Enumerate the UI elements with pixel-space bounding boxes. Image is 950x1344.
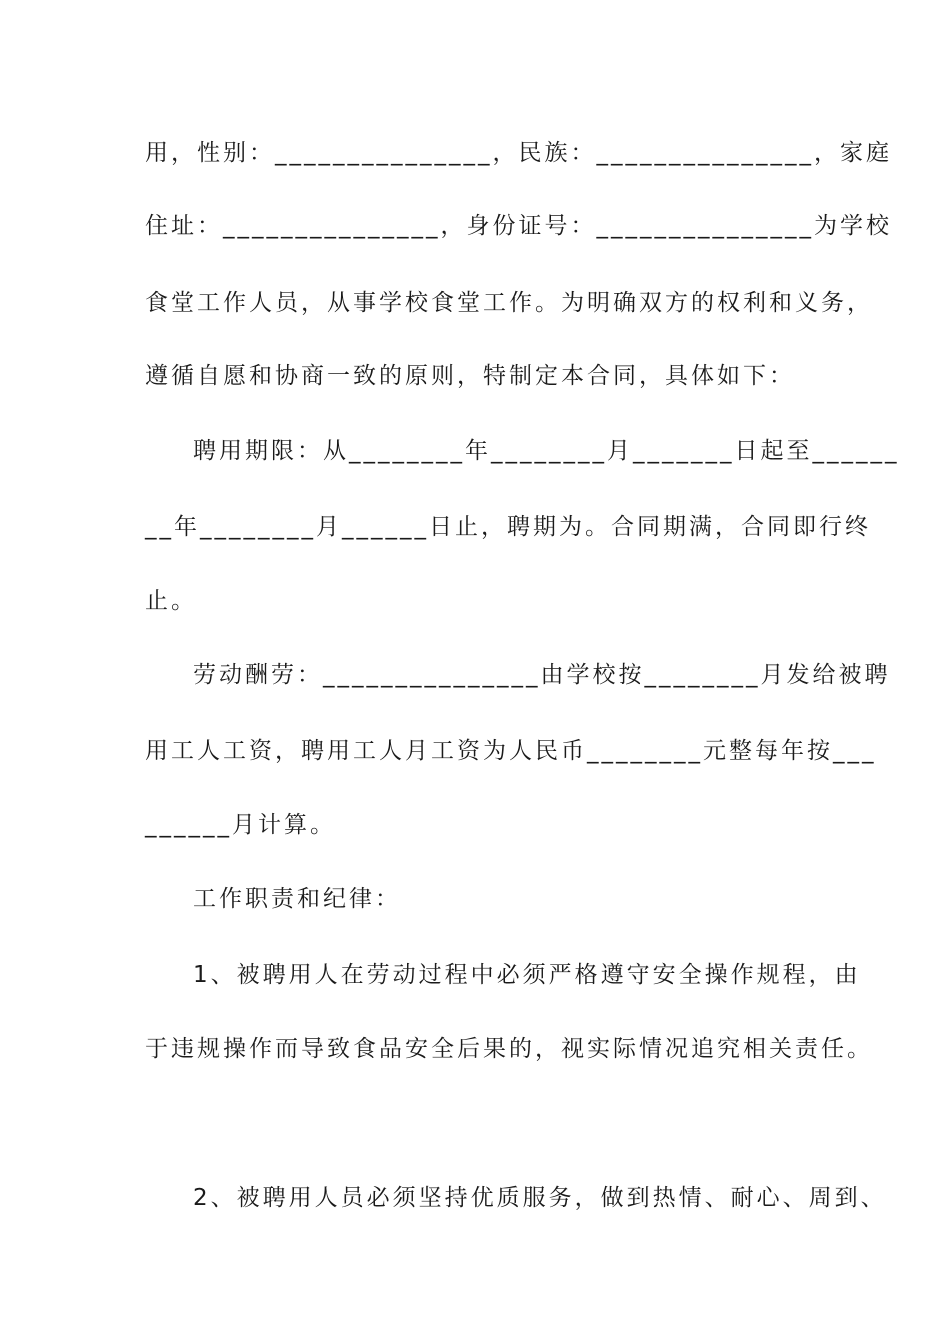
text-line-2: 住址：_______________，身份证号：_______________为学校 <box>145 213 892 239</box>
text-line-13: 于违规操作而导致食品安全后果的，视实际情况追究相关责任。 <box>145 1036 873 1062</box>
text-line-4: 遵循自愿和协商一致的原则，特制定本合同，具体如下： <box>145 363 795 389</box>
text-line-5: 聘用期限：从________年________月_______日起至______ <box>193 438 900 464</box>
text-line-11: 工作职责和纪律： <box>193 886 401 912</box>
text-line-9: 用工人工资，聘用工人月工资为人民币________元整每年按___ <box>145 738 877 764</box>
text-line-7: 止。 <box>145 588 197 614</box>
text-line-6: __年________月______日止，聘期为。合同期满，合同即行终 <box>145 514 871 540</box>
text-line-3: 食堂工作人员，从事学校食堂工作。为明确双方的权利和义务， <box>145 290 873 316</box>
text-line-14: 2、被聘用人员必须坚持优质服务，做到热情、耐心、周到、 <box>193 1185 887 1211</box>
text-line-8: 劳动酬劳：_______________由学校按________月发给被聘 <box>193 662 891 688</box>
text-line-10: ______月计算。 <box>145 812 336 838</box>
text-line-1: 用，性别：_______________，民族：_______________，家庭 <box>145 140 892 166</box>
text-line-12: 1、被聘用人在劳动过程中必须严格遵守安全操作规程，由 <box>193 962 861 988</box>
